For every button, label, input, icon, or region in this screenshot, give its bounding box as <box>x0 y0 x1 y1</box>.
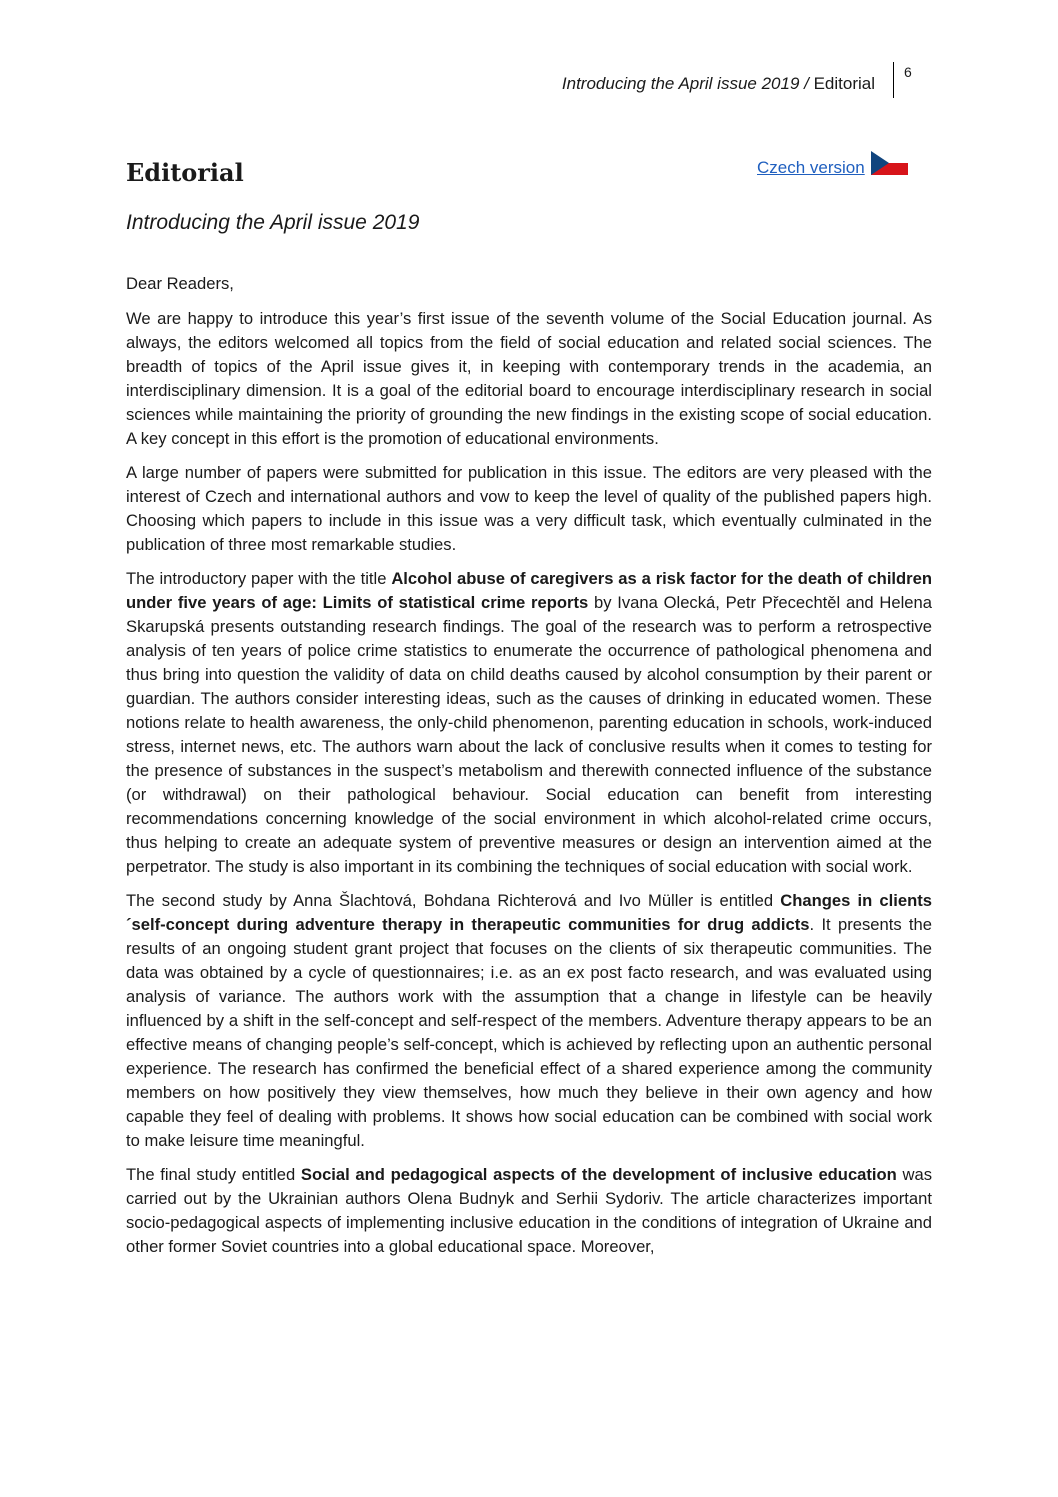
final-study-text: was carried out by the Ukrainian authors Olena Budnyk and Serhii Sydoriv. The article characterizes important socio-pedagogical aspects of implementing inclusive education in the conditions of integration of Ukraine and other former Soviet countries into a global educational space. Moreover, <box>126 1165 932 1256</box>
second-study-text: . It presents the results of an ongoing student grant project that focuses on the clients of six therapeutic communities. The data was obtained by a cycle of questionnaires; i.e. as an ex post facto research, and was evaluated using analysis of variance. The authors work with the assumption that a change in lifestyle can be heavily influenced by a shift in the self-concept and self-respect of the members. Adventure therapy appears to be an effective means of changing people’s self-concept, which is achieved by reflecting upon an authentic personal experience. The research has confirmed the beneficial effect of a shared experience among the community members on how positively they view themselves, how much they believe in their own agency and how capable they feel of dealing with problems. It shows how social education can be combined with social work to make leisure time meaningful. <box>126 915 932 1150</box>
article-body <box>126 272 932 1269</box>
running-title-section: Editorial <box>808 74 875 93</box>
page-number: 6 <box>904 64 912 80</box>
header-divider <box>893 62 894 98</box>
page-title: Editorial <box>126 158 244 187</box>
second-study-title: Changes in clients´self-concept during adventure therapy in therapeutic communities for drug addicts <box>126 891 932 934</box>
salutation: Dear Readers, <box>126 274 234 293</box>
paragraph-first-study <box>126 567 932 879</box>
paragraph-intro: We are happy to introduce this year’s first issue of the seventh volume of the Social Education journal. As always, the editors welcomed all topics from the field of social education and related social sciences. The breadth of topics of the April issue gives it, in keeping with contemporary trends in the academia, an interdisciplinary dimension. It is a goal of the editorial board to encourage interdisciplinary research in social sciences while maintaining the priority of grounding the new findings in the existing scope of social education. A key concept in this effort is the promotion of educational environments. <box>126 309 932 448</box>
paragraph-submissions: A large number of papers were submitted for publication in this issue. The editors are very pleased with the interest of Czech and international authors and vow to keep the level of quality of the published papers high. Choosing which papers to include in this issue was a very difficult task, which eventually culminated in the publication of three most remarkable studies. <box>126 463 932 554</box>
running-title-italic: Introducing the April issue 2019 / <box>561 74 809 93</box>
czech-version-link[interactable]: Czech version <box>757 158 865 177</box>
first-study-text: by Ivana Olecká, Petr Přecechtěl and Helena Skarupská presents outstanding research findings. The goal of the research was to perform a retrospective analysis of ten years of police crime statistics to enumerate the occurrence of pathological phenomena and thus bring into question the validity of data on child deaths caused by alcohol consumption by their parent or guardian. The authors consider interesting ideas, such as the causes of drinking in educated women. These notions relate to health awareness, the only-child phenomenon, parenting education in schools, work-induced stress, internet news, etc. The authors warn about the lack of conclusive results when it comes to testing for the presence of substances in the suspect’s metabolism and therewith connected influence of the substance (or withdrawal) on their pathological behaviour. Social education can benefit from interesting recommendations concerning knowledge of the social environment in which alcohol-related crime occurs, thus helping to create an adequate system of preventive measures or design an intervention aimed at the perpetrator. The study is also important in its combining the techniques of social education with social work. <box>126 593 932 876</box>
final-study-intro: The final study entitled <box>126 1165 301 1184</box>
final-study-title: Social and pedagogical aspects of the development of inclusive education <box>300 1165 897 1184</box>
page-subtitle: Introducing the April issue 2019 <box>126 211 420 234</box>
paragraph-final-study <box>126 1163 932 1259</box>
running-header <box>562 74 875 94</box>
first-study-intro: The introductory paper with the title <box>126 569 392 588</box>
czech-flag-icon[interactable] <box>871 151 908 175</box>
second-study-intro: The second study by Anna Šlachtová, Bohdana Richterová and Ivo Müller is entitled <box>126 891 781 910</box>
paragraph-second-study <box>126 889 932 1153</box>
first-study-title: Alcohol abuse of caregivers as a risk factor for the death of children under five years of age: Limits of statistical crime reports <box>126 569 932 612</box>
